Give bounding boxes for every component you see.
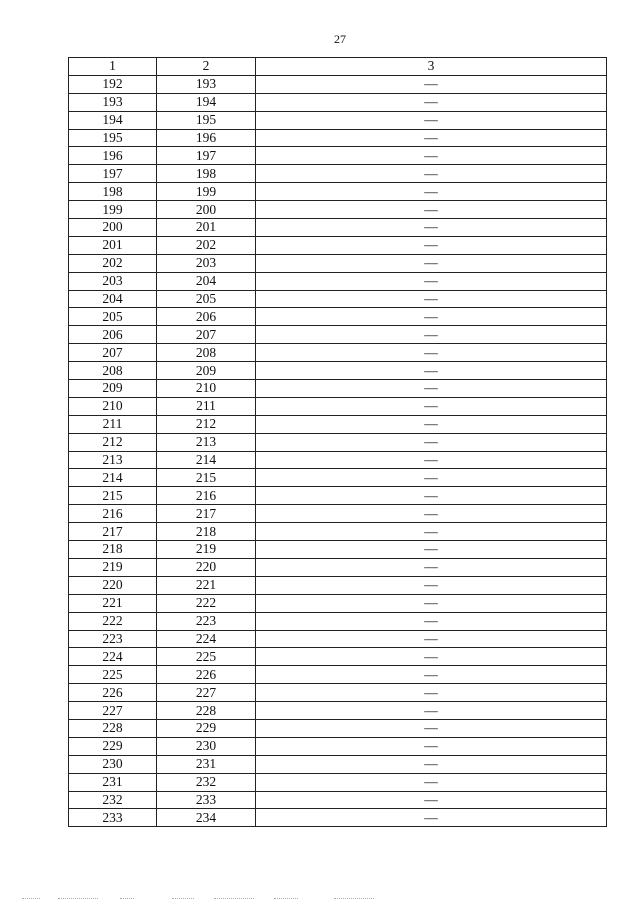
table-row (69, 737, 607, 755)
table-row (69, 397, 607, 415)
table-row (69, 594, 607, 612)
table-cell-col-3: — (256, 558, 607, 576)
table-cell-col-2: 212 (157, 415, 256, 433)
table-cell-col-1: 193 (69, 93, 157, 111)
table-cell-col-3: — (256, 415, 607, 433)
table-cell-col-1: 230 (69, 755, 157, 773)
table-cell-col-3: — (256, 594, 607, 612)
table-cell-col-2: 213 (157, 433, 256, 451)
table-row (69, 630, 607, 648)
table-cell-col-2: 234 (157, 809, 256, 827)
table-cell-col-3: — (256, 165, 607, 183)
table-cell-col-3: — (256, 236, 607, 254)
table-cell-col-3: — (256, 93, 607, 111)
table-cell-col-1: 198 (69, 183, 157, 201)
table-row (69, 344, 607, 362)
table-cell-col-3: — (256, 791, 607, 809)
table-cell-col-3: — (256, 809, 607, 827)
table-cell-col-3: — (256, 505, 607, 523)
table-row (69, 773, 607, 791)
table-row (69, 326, 607, 344)
table-cell-col-1: 224 (69, 648, 157, 666)
table-cell-col-1: 216 (69, 505, 157, 523)
table-cell-col-1: 220 (69, 576, 157, 594)
table-cell-col-2: 214 (157, 451, 256, 469)
table-cell-col-1: 208 (69, 362, 157, 380)
table-cell-col-1: 219 (69, 558, 157, 576)
table-cell-col-3: — (256, 451, 607, 469)
table-cell-col-2: 195 (157, 111, 256, 129)
table-row (69, 433, 607, 451)
table-cell-col-2: 232 (157, 773, 256, 791)
table-cell-col-3: — (256, 523, 607, 541)
table-cell-col-2: 216 (157, 487, 256, 505)
table-cell-col-3: — (256, 147, 607, 165)
table-cell-col-2: 224 (157, 630, 256, 648)
table-cell-col-1: 213 (69, 451, 157, 469)
table-row (69, 290, 607, 308)
table-cell-col-2: 200 (157, 201, 256, 219)
table-cell-col-2: 221 (157, 576, 256, 594)
table-row (69, 648, 607, 666)
table-row (69, 219, 607, 237)
table-row (69, 719, 607, 737)
table-cell-col-3: — (256, 755, 607, 773)
data-table (68, 57, 607, 827)
table-cell-col-2: 217 (157, 505, 256, 523)
table-cell-col-3: — (256, 541, 607, 559)
table-cell-col-3: — (256, 326, 607, 344)
table-cell-col-2: 205 (157, 290, 256, 308)
table-row (69, 809, 607, 827)
table-cell-col-1: 207 (69, 344, 157, 362)
table-row (69, 451, 607, 469)
table-cell-col-1: 197 (69, 165, 157, 183)
table-cell-col-2: 194 (157, 93, 256, 111)
table-row (69, 75, 607, 93)
table-cell-col-3: — (256, 75, 607, 93)
table-cell-col-2: 215 (157, 469, 256, 487)
table-cell-col-1: 204 (69, 290, 157, 308)
table-cell-col-3: — (256, 773, 607, 791)
table-row (69, 129, 607, 147)
table-cell-col-2: 198 (157, 165, 256, 183)
table-cell-col-3: — (256, 183, 607, 201)
table-row (69, 791, 607, 809)
table-cell-col-1: 226 (69, 684, 157, 702)
table-cell-col-1: 221 (69, 594, 157, 612)
table-cell-col-1: 200 (69, 219, 157, 237)
table-cell-col-1: 203 (69, 272, 157, 290)
table-cell-col-2: 204 (157, 272, 256, 290)
table-cell-col-3: — (256, 666, 607, 684)
table-row (69, 576, 607, 594)
table-row (69, 272, 607, 290)
table-cell-col-3: — (256, 702, 607, 720)
table-row (69, 183, 607, 201)
table-cell-col-2: 197 (157, 147, 256, 165)
table-row (69, 666, 607, 684)
table-row (69, 684, 607, 702)
table-cell-col-1: 217 (69, 523, 157, 541)
table-cell-col-3: — (256, 684, 607, 702)
table-cell-col-1: 223 (69, 630, 157, 648)
table-cell-col-3: — (256, 272, 607, 290)
table-cell-col-1: 210 (69, 397, 157, 415)
table-cell-col-2: 225 (157, 648, 256, 666)
table-cell-col-3: — (256, 290, 607, 308)
table-cell-col-2: 207 (157, 326, 256, 344)
table-cell-col-2: 203 (157, 254, 256, 272)
table-cell-col-1: 192 (69, 75, 157, 93)
table-row (69, 147, 607, 165)
table-cell-col-1: 225 (69, 666, 157, 684)
scan-artifact-marks (22, 895, 422, 901)
table-cell-col-3: — (256, 129, 607, 147)
table-cell-col-1: 212 (69, 433, 157, 451)
table-cell-col-1: 206 (69, 326, 157, 344)
table-body (69, 75, 607, 826)
table-cell-col-3: — (256, 737, 607, 755)
table-cell-col-1: 199 (69, 201, 157, 219)
table-cell-col-3: — (256, 344, 607, 362)
table-row (69, 254, 607, 272)
table-cell-col-1: 232 (69, 791, 157, 809)
table-row (69, 308, 607, 326)
table-cell-col-1: 194 (69, 111, 157, 129)
table-row (69, 487, 607, 505)
table-cell-col-2: 196 (157, 129, 256, 147)
table-cell-col-3: — (256, 433, 607, 451)
table-cell-col-3: — (256, 469, 607, 487)
table-cell-col-2: 193 (157, 75, 256, 93)
table-row (69, 236, 607, 254)
table-cell-col-1: 211 (69, 415, 157, 433)
table-header-row (69, 58, 607, 76)
table-cell-col-2: 222 (157, 594, 256, 612)
table-cell-col-2: 230 (157, 737, 256, 755)
table-cell-col-3: — (256, 719, 607, 737)
table-cell-col-3: — (256, 576, 607, 594)
table-cell-col-2: 219 (157, 541, 256, 559)
table-cell-col-2: 233 (157, 791, 256, 809)
table-cell-col-1: 209 (69, 380, 157, 398)
column-header: 1 (69, 58, 157, 76)
table-cell-col-1: 202 (69, 254, 157, 272)
table-cell-col-3: — (256, 111, 607, 129)
table-cell-col-3: — (256, 362, 607, 380)
table-cell-col-3: — (256, 648, 607, 666)
table-cell-col-1: 228 (69, 719, 157, 737)
table-cell-col-3: — (256, 630, 607, 648)
column-header: 3 (256, 58, 607, 76)
column-header: 2 (157, 58, 256, 76)
table-cell-col-2: 228 (157, 702, 256, 720)
table-cell-col-2: 229 (157, 719, 256, 737)
table-cell-col-1: 218 (69, 541, 157, 559)
table-row (69, 111, 607, 129)
table-row (69, 523, 607, 541)
table-cell-col-1: 214 (69, 469, 157, 487)
table-cell-col-3: — (256, 219, 607, 237)
table-cell-col-1: 195 (69, 129, 157, 147)
table-cell-col-3: — (256, 254, 607, 272)
table-row (69, 380, 607, 398)
table-cell-col-1: 233 (69, 809, 157, 827)
table-cell-col-1: 227 (69, 702, 157, 720)
table-cell-col-2: 202 (157, 236, 256, 254)
table-row (69, 558, 607, 576)
table-cell-col-2: 208 (157, 344, 256, 362)
table-cell-col-2: 206 (157, 308, 256, 326)
table-row (69, 415, 607, 433)
table-cell-col-2: 210 (157, 380, 256, 398)
table-cell-col-1: 196 (69, 147, 157, 165)
table-cell-col-2: 231 (157, 755, 256, 773)
table-row (69, 702, 607, 720)
table-cell-col-2: 220 (157, 558, 256, 576)
table-cell-col-2: 199 (157, 183, 256, 201)
table-cell-col-2: 223 (157, 612, 256, 630)
table-cell-col-1: 215 (69, 487, 157, 505)
table-cell-col-2: 227 (157, 684, 256, 702)
table-row (69, 362, 607, 380)
table-cell-col-3: — (256, 612, 607, 630)
table-row (69, 755, 607, 773)
table-row (69, 93, 607, 111)
table-cell-col-3: — (256, 380, 607, 398)
table-cell-col-2: 226 (157, 666, 256, 684)
table-row (69, 165, 607, 183)
table-cell-col-2: 211 (157, 397, 256, 415)
table-cell-col-3: — (256, 397, 607, 415)
table-cell-col-2: 201 (157, 219, 256, 237)
table-cell-col-1: 205 (69, 308, 157, 326)
table-row (69, 505, 607, 523)
page-number: 27 (334, 32, 346, 46)
table-cell-col-3: — (256, 201, 607, 219)
table-cell-col-1: 229 (69, 737, 157, 755)
table-cell-col-3: — (256, 487, 607, 505)
table-row (69, 541, 607, 559)
table-cell-col-1: 222 (69, 612, 157, 630)
table-row (69, 201, 607, 219)
table-row (69, 469, 607, 487)
table-cell-col-2: 209 (157, 362, 256, 380)
table-cell-col-2: 218 (157, 523, 256, 541)
table-row (69, 612, 607, 630)
table-cell-col-1: 201 (69, 236, 157, 254)
table-cell-col-3: — (256, 308, 607, 326)
table-cell-col-1: 231 (69, 773, 157, 791)
